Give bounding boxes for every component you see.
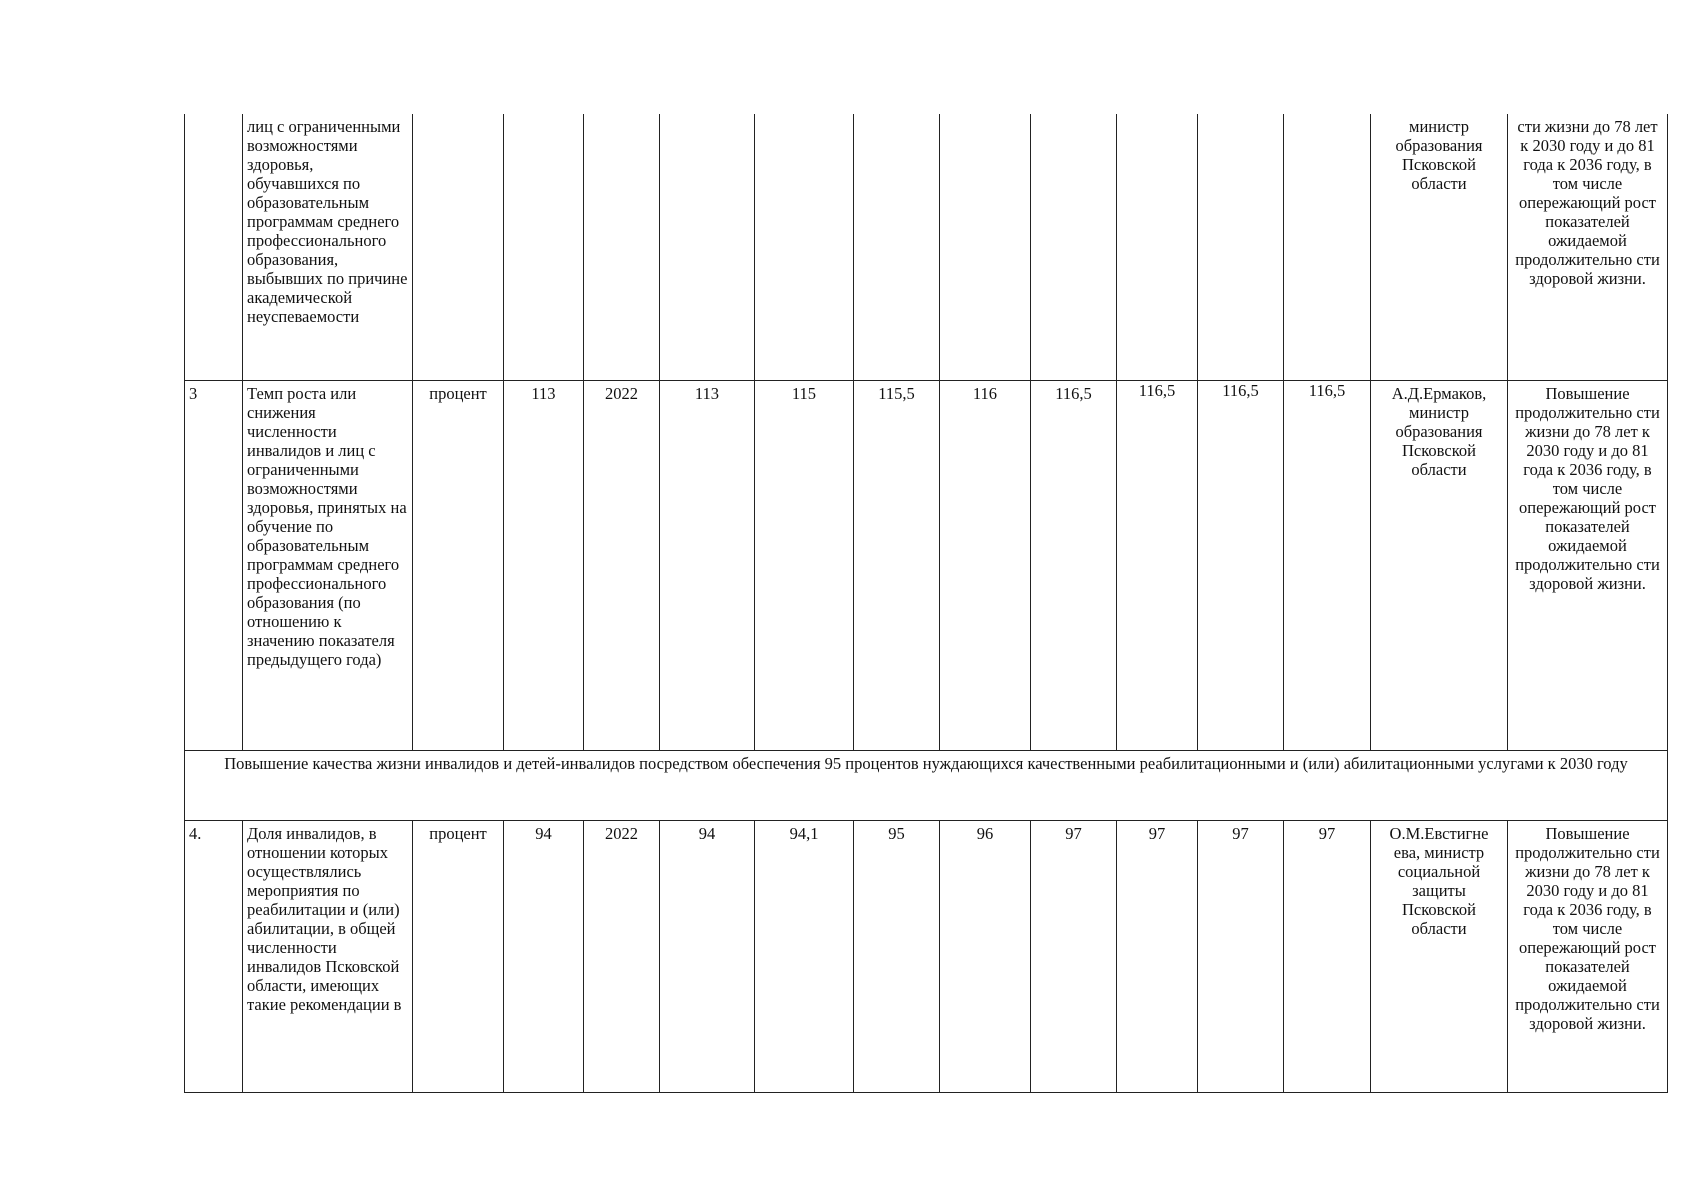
value-cell: 96 — [940, 820, 1031, 1092]
unit-cell — [413, 114, 504, 380]
value-cell: 94 — [660, 820, 755, 1092]
value-cell: 116,5 — [1284, 380, 1371, 750]
base-value-cell: 113 — [504, 380, 584, 750]
row-number: 4. — [185, 820, 243, 1092]
base-value-cell: 94 — [504, 820, 584, 1092]
indicators-table — [184, 114, 1668, 1093]
row-number — [185, 114, 243, 380]
responsible-cell: А.Д.Ермаков, министр образования Псковской области — [1371, 380, 1508, 750]
value-cell — [660, 114, 755, 380]
value-cell: 97 — [1031, 820, 1117, 1092]
unit-cell: процент — [413, 820, 504, 1092]
value-cell: 116,5 — [1031, 380, 1117, 750]
value-cell: 97 — [1117, 820, 1198, 1092]
goal-cell: Повышение продолжительно сти жизни до 78 лет к 2030 году и до 81 года к 2036 году, в том числе опережающий рост показателей ожидаемой продолжительно сти здоровой жизни. — [1508, 380, 1668, 750]
section-title: Повышение качества жизни инвалидов и детей-инвалидов посредством обеспечения 95 процентов нуждающихся качественными реабилитационными и (или) абилитационными услугами к 2030 году — [185, 750, 1668, 820]
value-cell: 115,5 — [854, 380, 940, 750]
value-cell — [1117, 114, 1198, 380]
base-year-cell: 2022 — [584, 820, 660, 1092]
value-cell: 97 — [1198, 820, 1284, 1092]
value-cell — [854, 114, 940, 380]
table-row — [185, 380, 1668, 750]
value-cell: 116,5 — [1117, 380, 1198, 750]
table-row — [185, 820, 1668, 1092]
base-value-cell — [504, 114, 584, 380]
value-cell: 94,1 — [755, 820, 854, 1092]
value-cell: 115 — [755, 380, 854, 750]
unit-cell: процент — [413, 380, 504, 750]
goal-cell: сти жизни до 78 лет к 2030 году и до 81 года к 2036 году, в том числе опережающий рост показателей ожидаемой продолжительно сти здоровой жизни. — [1508, 114, 1668, 380]
value-cell: 116 — [940, 380, 1031, 750]
responsible-cell: министр образования Псковской области — [1371, 114, 1508, 380]
table-row — [185, 114, 1668, 380]
base-year-cell — [584, 114, 660, 380]
indicator-name: лиц с ограниченными возможностями здоровья, обучавшихся по образовательным программам среднего профессионального образования, выбывших по причине академической неуспеваемости — [243, 114, 413, 380]
value-cell — [1198, 114, 1284, 380]
value-cell — [1031, 114, 1117, 380]
value-cell: 97 — [1284, 820, 1371, 1092]
indicator-name: Доля инвалидов, в отношении которых осуществлялись мероприятия по реабилитации и (или) абилитации, в общей численности инвалидов Псковской области, имеющих такие рекомендации в — [243, 820, 413, 1092]
goal-cell: Повышение продолжительно сти жизни до 78 лет к 2030 году и до 81 года к 2036 году, в том числе опережающий рост показателей ожидаемой продолжительно сти здоровой жизни. — [1508, 820, 1668, 1092]
value-cell — [940, 114, 1031, 380]
value-cell: 95 — [854, 820, 940, 1092]
value-cell: 116,5 — [1198, 380, 1284, 750]
value-cell — [1284, 114, 1371, 380]
row-number: 3 — [185, 380, 243, 750]
base-year-cell: 2022 — [584, 380, 660, 750]
responsible-cell: О.М.Евстигне ева, министр социальной защиты Псковской области — [1371, 820, 1508, 1092]
value-cell — [755, 114, 854, 380]
value-cell: 113 — [660, 380, 755, 750]
indicator-name: Темп роста или снижения численности инвалидов и лиц с ограниченными возможностями здоровья, принятых на обучение по образовательным программам среднего профессионального образования (по отношению к значению показателя предыдущего года) — [243, 380, 413, 750]
section-row — [185, 750, 1668, 820]
